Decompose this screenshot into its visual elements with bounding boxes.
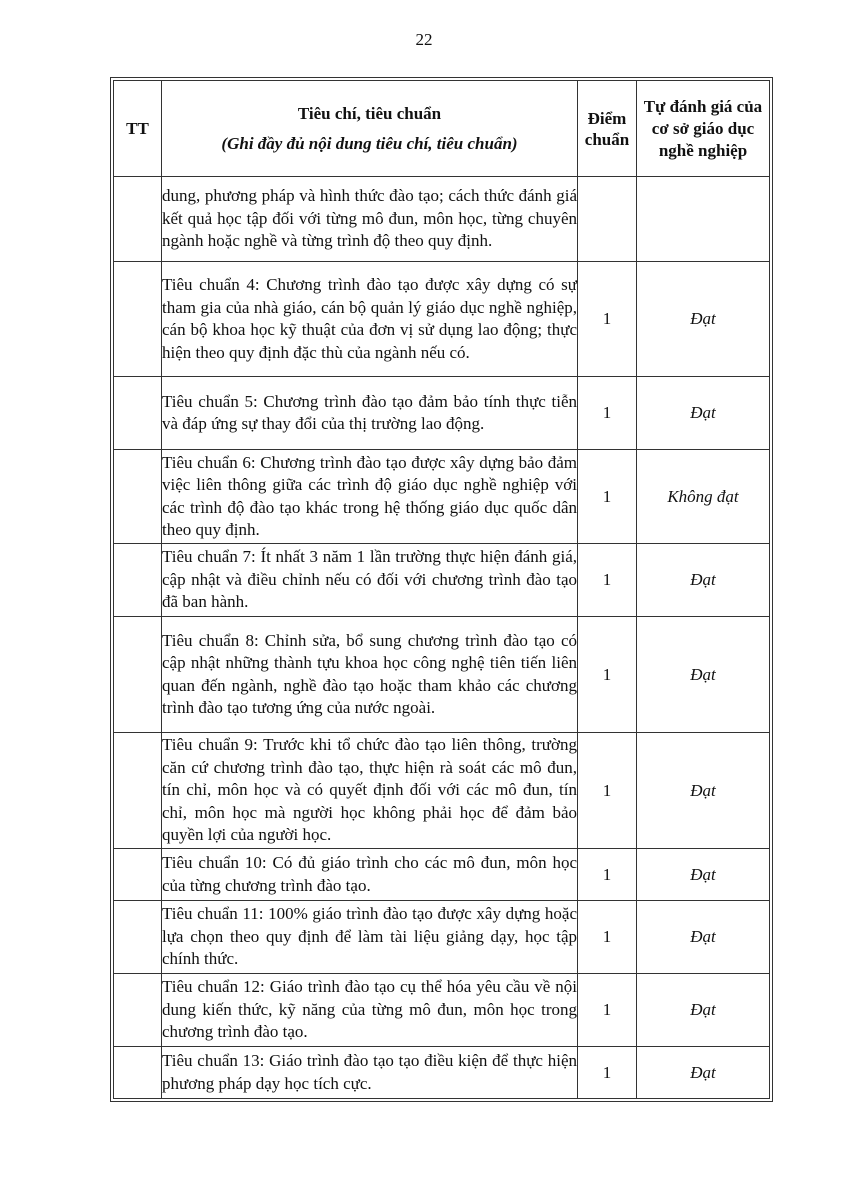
cell-content: Tiêu chuẩn 5: Chương trình đào tạo đảm bảo tính thực tiễn và đáp ứng sự thay đổi của thị trường lao động.: [162, 377, 578, 450]
cell-content: Tiêu chuẩn 9: Trước khi tổ chức đào tạo liên thông, trường căn cứ chương trình đào tạo, thực hiện rà soát các mô đun, tín chỉ, môn học và có quyết định đối với các mô đun, tín chỉ, môn học mà người học không phải học để đảm bảo quyền lợi của người học.: [162, 733, 578, 849]
cell-tt: [114, 733, 162, 849]
cell-content: Tiêu chuẩn 8: Chỉnh sửa, bổ sung chương trình đào tạo có cập nhật những thành tựu khoa học công nghệ tiên tiến liên quan đến ngành, nghề đào tạo hoặc tham khảo các chương trình đào tạo tương ứng của nước ngoài.: [162, 617, 578, 733]
table-row: [114, 901, 770, 974]
cell-score: 1: [578, 733, 637, 849]
table-row: [114, 733, 770, 849]
cell-score: 1: [578, 617, 637, 733]
header-self-assessment: Tự đánh giá của cơ sở giáo dục nghề nghiệp: [637, 81, 770, 177]
table-header-row: [114, 81, 770, 177]
cell-score: [578, 177, 637, 262]
table-row: [114, 377, 770, 450]
header-tt: TT: [114, 81, 162, 177]
cell-score: 1: [578, 377, 637, 450]
cell-tt: [114, 1047, 162, 1099]
cell-score: 1: [578, 974, 637, 1047]
cell-content: Tiêu chuẩn 6: Chương trình đào tạo được xây dựng bảo đảm việc liên thông giữa các trình độ giáo dục nghề nghiệp với các trình độ đào tạo khác trong hệ thống giáo dục quốc dân theo quy định.: [162, 450, 578, 544]
cell-result: Đạt: [637, 262, 770, 377]
cell-score: 1: [578, 450, 637, 544]
cell-tt: [114, 262, 162, 377]
table-row: [114, 617, 770, 733]
header-score: Điểm chuẩn: [578, 81, 637, 177]
cell-result: Đạt: [637, 733, 770, 849]
cell-score: 1: [578, 849, 637, 901]
cell-result: Đạt: [637, 544, 770, 617]
criteria-table: [113, 80, 770, 1099]
header-content-title: Tiêu chí, tiêu chuẩn: [297, 103, 442, 123]
cell-tt: [114, 849, 162, 901]
cell-content: Tiêu chuẩn 10: Có đủ giáo trình cho các mô đun, môn học của từng chương trình đào tạo.: [162, 849, 578, 901]
cell-tt: [114, 450, 162, 544]
cell-result: Đạt: [637, 617, 770, 733]
table-row: [114, 262, 770, 377]
cell-tt: [114, 617, 162, 733]
cell-score: 1: [578, 262, 637, 377]
cell-content: dung, phương pháp và hình thức đào tạo; cách thức đánh giá kết quả học tập đối với từng mô đun, môn học, từng chuyên ngành hoặc nghề và từng trình độ theo quy định.: [162, 177, 578, 262]
cell-result: Không đạt: [637, 450, 770, 544]
cell-content: Tiêu chuẩn 13: Giáo trình đào tạo tạo điều kiện để thực hiện phương pháp dạy học tích cực.: [162, 1047, 578, 1099]
table-row: [114, 974, 770, 1047]
table-row: [114, 177, 770, 262]
table-row: [114, 1047, 770, 1099]
table-row: [114, 849, 770, 901]
table-row: [114, 544, 770, 617]
table-row: [114, 450, 770, 544]
cell-tt: [114, 901, 162, 974]
cell-content: Tiêu chuẩn 4: Chương trình đào tạo được xây dựng có sự tham gia của nhà giáo, cán bộ quản lý giáo dục nghề nghiệp, cán bộ khoa học kỹ thuật của đơn vị sử dụng lao động; thực hiện theo quy định đặc thù của ngành nếu có.: [162, 262, 578, 377]
cell-result: Đạt: [637, 377, 770, 450]
cell-result: Đạt: [637, 901, 770, 974]
cell-result: Đạt: [637, 974, 770, 1047]
cell-result: Đạt: [637, 849, 770, 901]
cell-result: Đạt: [637, 1047, 770, 1099]
header-content-subtitle: (Ghi đầy đủ nội dung tiêu chí, tiêu chuẩn): [221, 133, 518, 153]
cell-tt: [114, 377, 162, 450]
cell-score: 1: [578, 1047, 637, 1099]
cell-content: Tiêu chuẩn 12: Giáo trình đào tạo cụ thể hóa yêu cầu về nội dung kiến thức, kỹ năng của từng mô đun, môn học trong chương trình đào tạo.: [162, 974, 578, 1047]
cell-tt: [114, 544, 162, 617]
cell-tt: [114, 974, 162, 1047]
cell-result: [637, 177, 770, 262]
header-content: [162, 81, 578, 177]
cell-content: Tiêu chuẩn 11: 100% giáo trình đào tạo được xây dựng hoặc lựa chọn theo quy định để làm tài liệu giảng dạy, học tập chính thức.: [162, 901, 578, 974]
cell-tt: [114, 177, 162, 262]
cell-score: 1: [578, 544, 637, 617]
page-number: 22: [415, 30, 433, 49]
cell-score: 1: [578, 901, 637, 974]
cell-content: Tiêu chuẩn 7: Ít nhất 3 năm 1 lần trường thực hiện đánh giá, cập nhật và điều chỉnh nếu có đối với chương trình đào tạo đã ban hành.: [162, 544, 578, 617]
